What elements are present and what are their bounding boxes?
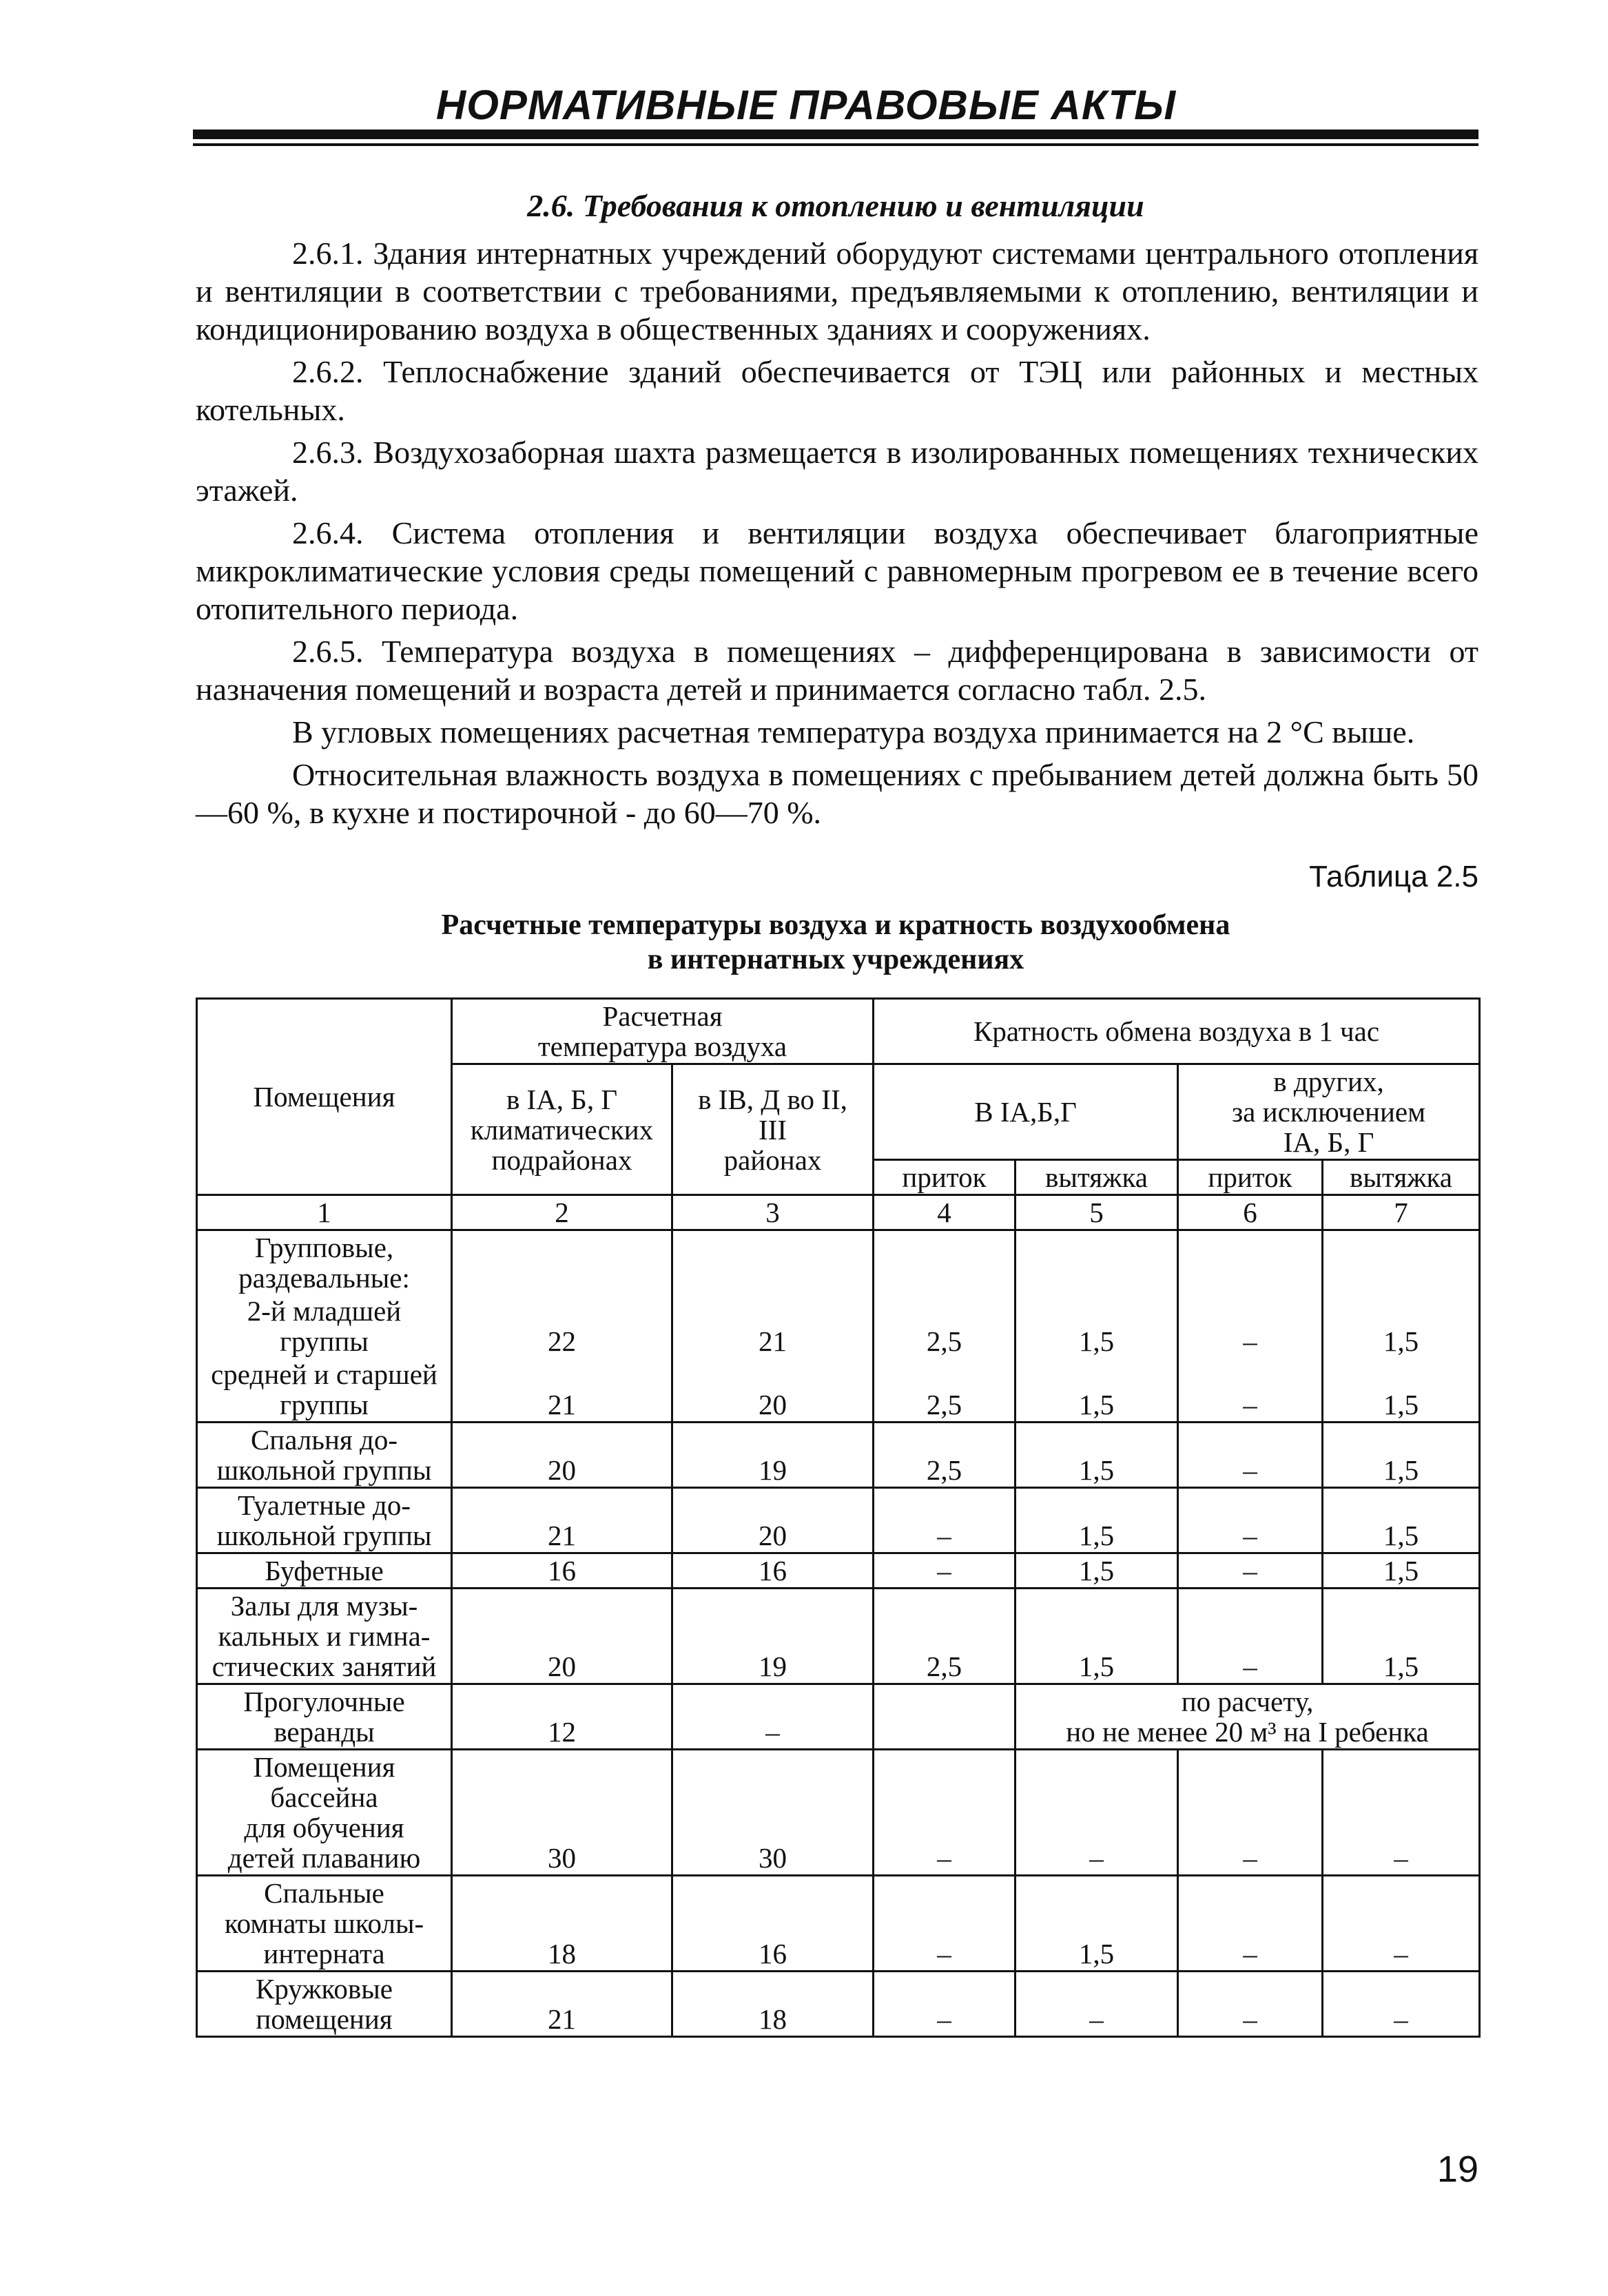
value-cell: – bbox=[874, 1488, 1016, 1553]
table-row bbox=[197, 1358, 1480, 1423]
value-cell: 20 bbox=[452, 1423, 672, 1488]
body-text bbox=[196, 234, 1478, 836]
value-cell: 21 bbox=[452, 1488, 672, 1553]
room-name-cell bbox=[197, 1684, 452, 1750]
value-cell: 30 bbox=[672, 1750, 874, 1876]
value-cell: 1,5 bbox=[1323, 1488, 1480, 1553]
value-cell: 22 bbox=[452, 1294, 672, 1358]
value-cell: 2,5 bbox=[874, 1423, 1016, 1488]
header-outflow-a: вытяжка bbox=[1016, 1160, 1178, 1195]
column-number: 7 bbox=[1323, 1195, 1480, 1230]
header-rule bbox=[193, 130, 1478, 139]
column-number: 4 bbox=[874, 1195, 1016, 1230]
table-row bbox=[197, 1553, 1480, 1589]
room-name-line: группы bbox=[280, 1325, 369, 1357]
header-inflow-a: приток bbox=[874, 1160, 1016, 1195]
column-number-row bbox=[197, 1195, 1480, 1230]
table-label: Таблица 2.5 bbox=[1309, 860, 1478, 893]
room-name-line: средней и старшей bbox=[211, 1358, 437, 1390]
room-name-cell bbox=[197, 1589, 452, 1684]
room-name-line: помещения bbox=[256, 2003, 393, 2035]
header-rooms: Помещения bbox=[197, 999, 452, 1195]
value-cell: 2,5 bbox=[874, 1358, 1016, 1423]
header-rule-thin bbox=[193, 143, 1478, 146]
value-cell: 1,5 bbox=[1016, 1876, 1178, 1972]
header-temperature: Расчетная температура воздуха bbox=[452, 999, 874, 1064]
value-cell: 1,5 bbox=[1323, 1553, 1480, 1589]
value-cell: 1,5 bbox=[1323, 1358, 1480, 1423]
room-name-cell bbox=[197, 1553, 452, 1589]
room-name-line: веранды bbox=[274, 1716, 375, 1748]
value-cell: 1,5 bbox=[1016, 1294, 1178, 1358]
value-cell: 1,5 bbox=[1016, 1589, 1178, 1684]
value-cell: – bbox=[1178, 1589, 1323, 1684]
value-cell: – bbox=[672, 1684, 874, 1750]
section-title: 2.6. Требования к отоплению и вентиляции bbox=[527, 188, 1144, 223]
header-exchange-a: В IА,Б,Г bbox=[874, 1064, 1178, 1160]
column-number: 6 bbox=[1178, 1195, 1323, 1230]
paragraph: 2.6.4. Система отопления и вентиляции воздуха обеспечивает благоприятные микроклиматические условия среды помещений с равномерным прогревом ее в течение всего отопительного периода. bbox=[196, 515, 1478, 626]
table-row bbox=[197, 1684, 1480, 1750]
paragraph: 2.6.5. Температура воздуха в помещениях – дифференцирована в зависимости от назначения помещений и возраста детей и принимается согласно табл. 2.5. bbox=[196, 634, 1478, 707]
room-name-line: Туалетные до- bbox=[237, 1489, 411, 1521]
value-cell: 2,5 bbox=[874, 1294, 1016, 1358]
value-cell: – bbox=[1178, 1972, 1323, 2037]
value-cell: – bbox=[1178, 1553, 1323, 1589]
value-cell: – bbox=[1016, 1750, 1178, 1876]
room-name-line: раздевальные: bbox=[238, 1262, 410, 1294]
page-number: 19 bbox=[1436, 2149, 1478, 2190]
data-table bbox=[196, 997, 1481, 2038]
table-caption-line: в интернатных учреждениях bbox=[647, 944, 1024, 975]
table-row bbox=[197, 1423, 1480, 1488]
room-name-cell bbox=[197, 1750, 452, 1876]
value-cell: 18 bbox=[452, 1876, 672, 1972]
room-name-cell bbox=[197, 1358, 452, 1423]
value-cell: – bbox=[1178, 1876, 1323, 1972]
value-cell: – bbox=[1178, 1358, 1323, 1423]
header-outflow-b: вытяжка bbox=[1323, 1160, 1480, 1195]
room-name-cell bbox=[197, 1488, 452, 1553]
column-number: 2 bbox=[452, 1195, 672, 1230]
table-row bbox=[197, 1876, 1480, 1972]
value-cell: – bbox=[1178, 1294, 1323, 1358]
room-name-cell bbox=[197, 1294, 452, 1358]
value-cell: 1,5 bbox=[1016, 1423, 1178, 1488]
value-cell: 18 bbox=[672, 1972, 874, 2037]
value-cell: 16 bbox=[672, 1553, 874, 1589]
room-name-line: стических занятий bbox=[212, 1651, 437, 1682]
value-cell bbox=[452, 1230, 672, 1295]
header-inflow-b: приток bbox=[1178, 1160, 1323, 1195]
header-temp-a: в IА, Б, Г климатических подрайонах bbox=[452, 1064, 672, 1195]
value-cell: 1,5 bbox=[1323, 1423, 1480, 1488]
room-name-line: Буфетные bbox=[265, 1555, 384, 1586]
room-name-line: школьной группы bbox=[216, 1454, 432, 1486]
value-cell: – bbox=[1323, 1972, 1480, 2037]
column-number: 5 bbox=[1016, 1195, 1178, 1230]
value-cell: – bbox=[1323, 1876, 1480, 1972]
room-name-line: интерната bbox=[263, 1938, 385, 1969]
room-name-cell bbox=[197, 1972, 452, 2037]
value-cell: 20 bbox=[672, 1358, 874, 1423]
value-cell: – bbox=[874, 1553, 1016, 1589]
value-cell bbox=[1323, 1230, 1480, 1295]
value-cell: – bbox=[1178, 1423, 1323, 1488]
room-name-line: 2-й младшей bbox=[247, 1295, 402, 1327]
table-header-row bbox=[197, 999, 1480, 1064]
header-temp-b: в IВ, Д во II, III районах bbox=[672, 1064, 874, 1195]
room-name-line: Спальные bbox=[264, 1877, 384, 1909]
table-row bbox=[197, 1230, 1480, 1295]
room-name-line: Групповые, bbox=[254, 1232, 394, 1263]
value-cell: – bbox=[874, 1876, 1016, 1972]
room-name-line: кальных и гимна- bbox=[218, 1620, 431, 1652]
value-cell: – bbox=[1016, 1972, 1178, 2037]
room-name-cell bbox=[197, 1230, 452, 1295]
note-line: но не менее 20 м³ на I ребенка bbox=[1066, 1716, 1429, 1748]
table-row bbox=[197, 1294, 1480, 1358]
value-cell bbox=[1016, 1230, 1178, 1295]
value-cell: 19 bbox=[672, 1423, 874, 1488]
room-name-cell bbox=[197, 1423, 452, 1488]
column-number: 1 bbox=[197, 1195, 452, 1230]
room-name-line: Прогулочные bbox=[243, 1686, 405, 1717]
value-cell: 30 bbox=[452, 1750, 672, 1876]
column-number: 3 bbox=[672, 1195, 874, 1230]
value-cell: – bbox=[1323, 1750, 1480, 1876]
room-name-line: для обучения bbox=[244, 1812, 404, 1843]
table-row bbox=[197, 1972, 1480, 2037]
table-caption-line: Расчетные температуры воздуха и кратность воздухообмена bbox=[441, 909, 1230, 941]
value-cell bbox=[1178, 1230, 1323, 1295]
room-name-line: Залы для музы- bbox=[230, 1590, 418, 1622]
header-exchange: Кратность обмена воздуха в 1 час bbox=[874, 999, 1480, 1064]
value-cell: 1,5 bbox=[1016, 1488, 1178, 1553]
room-name-line: Спальня до- bbox=[250, 1424, 398, 1456]
room-name-line: группы bbox=[280, 1389, 369, 1420]
value-cell: 20 bbox=[452, 1589, 672, 1684]
room-name-line: Кружковые bbox=[255, 1973, 393, 2005]
value-cell bbox=[672, 1230, 874, 1295]
table-row bbox=[197, 1750, 1480, 1876]
value-cell: 21 bbox=[452, 1358, 672, 1423]
value-cell: 1,5 bbox=[1016, 1358, 1178, 1423]
note-line: по расчету, bbox=[1181, 1686, 1314, 1717]
paragraph: 2.6.2. Теплоснабжение зданий обеспечивается от ТЭЦ или районных и местных котельных. bbox=[196, 354, 1478, 427]
room-name-line: школьной группы bbox=[216, 1520, 432, 1551]
running-header: НОРМАТИВНЫЕ ПРАВОВЫЕ АКТЫ bbox=[435, 82, 1177, 128]
value-cell: 2,5 bbox=[874, 1589, 1016, 1684]
value-cell: – bbox=[874, 1972, 1016, 2037]
room-name-line: детей плаванию bbox=[227, 1842, 421, 1874]
value-cell: 21 bbox=[672, 1294, 874, 1358]
room-name-line: бассейна bbox=[270, 1781, 378, 1813]
value-cell bbox=[874, 1684, 1016, 1750]
room-name-line: комнаты школы- bbox=[224, 1907, 424, 1939]
value-cell: 21 bbox=[452, 1972, 672, 2037]
header-exchange-b: в других, за исключением IА, Б, Г bbox=[1178, 1064, 1480, 1160]
value-cell: 1,5 bbox=[1016, 1553, 1178, 1589]
value-cell: 1,5 bbox=[1323, 1589, 1480, 1684]
value-cell: – bbox=[874, 1750, 1016, 1876]
value-cell: 16 bbox=[452, 1553, 672, 1589]
room-name-cell bbox=[197, 1876, 452, 1972]
value-cell bbox=[874, 1230, 1016, 1295]
table-caption bbox=[193, 908, 1478, 977]
value-cell: 19 bbox=[672, 1589, 874, 1684]
value-cell: – bbox=[1178, 1750, 1323, 1876]
value-cell: 16 bbox=[672, 1876, 874, 1972]
paragraph: В угловых помещениях расчетная температура воздуха принимается на 2 °С выше. bbox=[292, 714, 1415, 749]
note-cell bbox=[1016, 1684, 1480, 1750]
value-cell: 20 bbox=[672, 1488, 874, 1553]
table-row bbox=[197, 1589, 1480, 1684]
room-name-line: Помещения bbox=[253, 1751, 395, 1783]
paragraph: 2.6.3. Воздухозаборная шахта размещается в изолированных помещениях технических этажей. bbox=[196, 435, 1478, 508]
value-cell: – bbox=[1178, 1488, 1323, 1553]
table-row bbox=[197, 1488, 1480, 1553]
table-body bbox=[197, 1230, 1480, 2037]
value-cell: 1,5 bbox=[1323, 1294, 1480, 1358]
paragraph: 2.6.1. Здания интернатных учреждений оборудуют системами центрального отопления и вентиляции в соответствии с требованиями, предъявляемыми к отоплению, вентиляции и кондиционированию воздуха в общественных зданиях и сооружениях. bbox=[196, 236, 1478, 347]
paragraph: Относительная влажность воздуха в помещениях с пребыванием детей должна быть 50—60 %, в кухне и постирочной - до 60—70 %. bbox=[196, 757, 1478, 830]
value-cell: 12 bbox=[452, 1684, 672, 1750]
